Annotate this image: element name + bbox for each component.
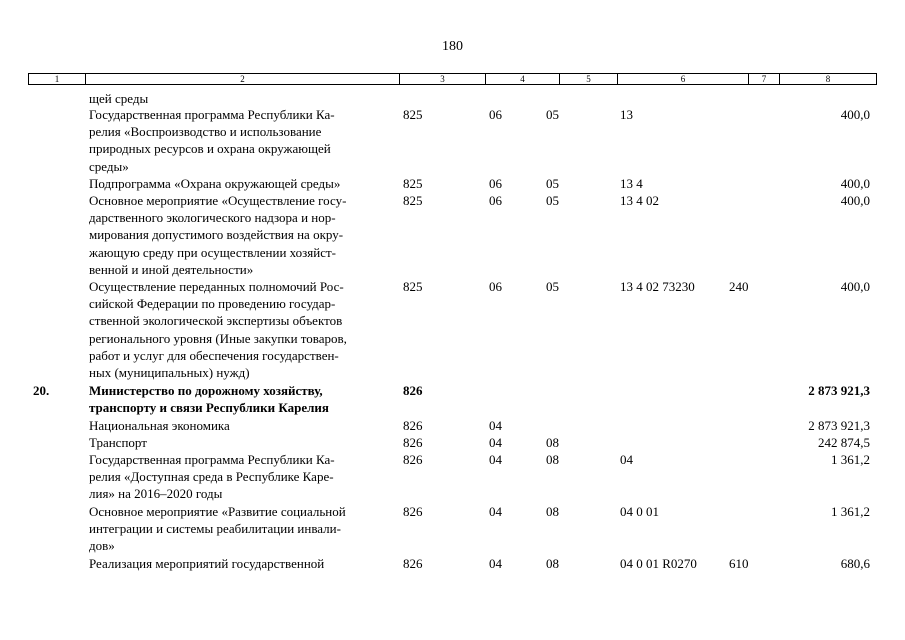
cell-subsection: 05 (546, 107, 559, 122)
cell-name-line: лия» на 2016–2020 годы (89, 486, 223, 502)
cell-name-line: Министерство по дорожному хозяйству, (89, 383, 323, 398)
cell-amount: 1 361,2 (831, 452, 870, 467)
cell-name-line: природных ресурсов и охрана окружающей (89, 141, 331, 157)
cell-name-line: ных (муниципальных) нужд) (89, 365, 250, 381)
cell-name (89, 90, 389, 107)
cell-section: 04 (489, 418, 502, 433)
header-col-5: 5 (559, 74, 617, 84)
cell-name-line: щей среды (89, 91, 149, 106)
header-col-7: 7 (748, 74, 779, 84)
cell-expense-type: 240 (729, 279, 749, 294)
cell-code-admin: 825 (403, 193, 423, 208)
cell-code-admin: 826 (403, 452, 423, 467)
cell-amount: 400,0 (840, 176, 870, 191)
cell-subsection: 08 (546, 435, 559, 450)
header-col-6: 6 (617, 74, 748, 84)
cell-name-line: дов» (89, 538, 115, 554)
cell-name (89, 106, 389, 175)
cell-subsection: 08 (546, 452, 559, 467)
cell-code-admin: 826 (403, 435, 423, 450)
cell-subsection: 05 (546, 279, 559, 294)
cell-name-line: релия «Воспроизводство и использование (89, 124, 322, 140)
cell-amount: 400,0 (840, 193, 870, 208)
cell-name-line: венной и иной деятельности» (89, 261, 254, 277)
cell-name-line: дарственного экологического надзора и нор- (89, 210, 336, 226)
cell-name-line: работ и услуг для обеспечения государствен- (89, 347, 339, 363)
cell-name-line: ственной экологической экспертизы объектов (89, 313, 343, 329)
header-col-8: 8 (779, 74, 876, 84)
cell-section: 06 (489, 107, 502, 122)
cell-name-line: Подпрограмма «Охрана окружающей среды» (89, 176, 341, 191)
cell-name-line: регионального уровня (Иные закупки товаров, (89, 330, 347, 346)
cell-section: 04 (489, 556, 502, 571)
cell-code-admin: 825 (403, 107, 423, 122)
cell-name (89, 192, 389, 278)
cell-name-line: Государственная программа Республики Ка- (89, 107, 335, 122)
cell-target-article: 04 (620, 452, 633, 467)
cell-name (89, 503, 389, 555)
cell-target-article: 13 4 (620, 176, 643, 191)
cell-code-admin: 825 (403, 279, 423, 294)
cell-subsection: 08 (546, 556, 559, 571)
cell-name (89, 555, 389, 572)
cell-section: 04 (489, 452, 502, 467)
cell-name (89, 451, 389, 503)
header-col-2: 2 (85, 74, 399, 84)
cell-name-line: сийской Федерации по проведению государ- (89, 296, 336, 312)
cell-name-line: интеграции и системы реабилитации инвали- (89, 521, 341, 537)
cell-amount: 400,0 (840, 107, 870, 122)
header-col-1: 1 (54, 74, 60, 84)
cell-name (89, 175, 389, 192)
cell-name-line: Основное мероприятие «Развитие социальной (89, 504, 346, 519)
cell-subsection: 08 (546, 504, 559, 519)
cell-code-admin: 825 (403, 176, 423, 191)
header-col-4: 4 (485, 74, 559, 84)
cell-name (89, 382, 389, 416)
cell-amount: 2 873 921,3 (808, 418, 870, 433)
cell-section: 04 (489, 435, 502, 450)
cell-name-line: Государственная программа Республики Ка- (89, 452, 335, 467)
cell-target-article: 04 0 01 R0270 (620, 556, 697, 571)
cell-subsection: 05 (546, 176, 559, 191)
cell-amount: 242 874,5 (818, 435, 870, 450)
header-col-3: 3 (399, 74, 485, 84)
cell-section: 06 (489, 176, 502, 191)
cell-section: 04 (489, 504, 502, 519)
cell-code-admin: 826 (403, 383, 423, 398)
cell-amount: 2 873 921,3 (808, 383, 870, 398)
cell-target-article: 13 (620, 107, 633, 122)
cell-name (89, 417, 389, 434)
cell-name-line: жающую среду при осуществлении хозяйст- (89, 244, 337, 260)
cell-amount: 400,0 (840, 279, 870, 294)
cell-code-admin: 826 (403, 504, 423, 519)
cell-name-line: транспорту и связи Республики Карелия (89, 400, 329, 416)
cell-target-article: 04 0 01 (620, 504, 659, 519)
cell-amount: 680,6 (840, 556, 870, 571)
cell-target-article: 13 4 02 (620, 193, 659, 208)
cell-name (89, 278, 389, 381)
cell-name (89, 434, 389, 451)
cell-target-article: 13 4 02 73230 (620, 279, 695, 294)
cell-name-line: релия «Доступная среда в Республике Каре- (89, 469, 334, 485)
cell-name-line: мирования допустимого воздействия на окру- (89, 227, 344, 243)
cell-name-line: Осуществление переданных полномочий Рос- (89, 279, 344, 294)
cell-section: 06 (489, 279, 502, 294)
cell-section: 06 (489, 193, 502, 208)
cell-name-line: среды» (89, 158, 129, 174)
cell-subsection: 05 (546, 193, 559, 208)
cell-name-line: Национальная экономика (89, 418, 230, 433)
row-number: 20. (33, 383, 50, 398)
cell-name-line: Транспорт (89, 435, 147, 450)
cell-amount: 1 361,2 (831, 504, 870, 519)
cell-name-line: Реализация мероприятий государственной (89, 556, 325, 571)
cell-code-admin: 826 (403, 556, 423, 571)
page-number: 180 (442, 39, 463, 54)
cell-expense-type: 610 (729, 556, 749, 571)
cell-name-line: Основное мероприятие «Осуществление госу- (89, 193, 347, 208)
table-header (28, 73, 877, 85)
cell-code-admin: 826 (403, 418, 423, 433)
